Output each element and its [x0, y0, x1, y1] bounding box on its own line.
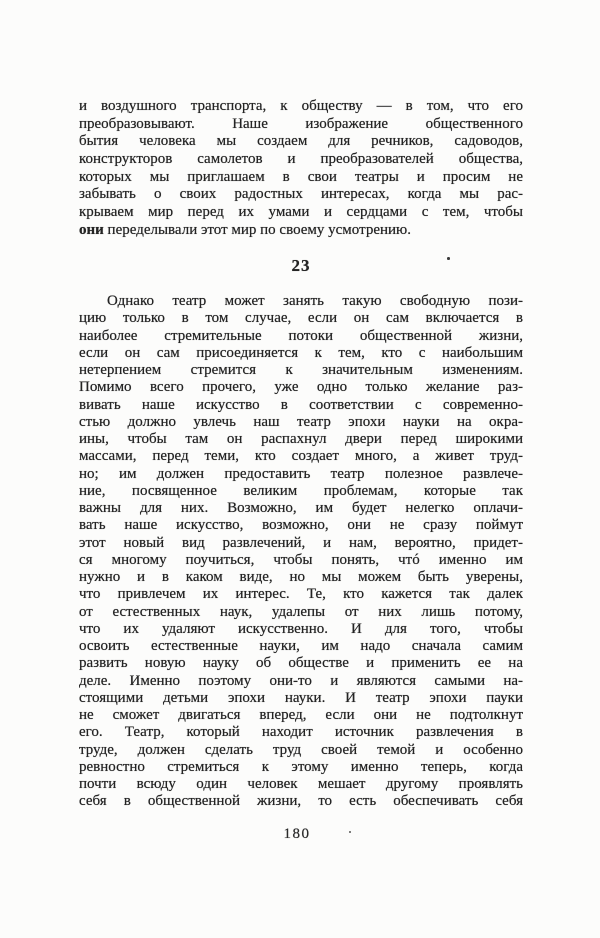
text-line: себя в общественной жизни, то есть обеспечивать себя — [79, 793, 523, 810]
text-line: деле. Именно поэтому они-то и являются самыми на- — [79, 672, 523, 689]
text-line: Помимо всего прочего, уже одно только желание раз- — [79, 379, 523, 396]
text-line: нужно и в каком виде, но мы можем быть уверены, — [79, 569, 523, 585]
ink-speck — [447, 257, 450, 260]
text-line: развить новую науку об обществе и применить ее на — [79, 655, 523, 672]
text-line: наиболее стремительные потоки общественной жизни, — [79, 327, 523, 344]
text-line: не сможет двигаться вперед, если они не подтолкнут — [79, 707, 523, 723]
text-line: освоить естественные науки, им надо сначала самим — [79, 638, 523, 654]
text-line: этот новый вид развлечений, и нам, вероятно, придет- — [79, 534, 523, 551]
text-line: стоящими детьми эпохи науки. И театр эпохи пауки — [79, 689, 523, 706]
text-line: ревностно стремиться к этому именно теперь, когда — [79, 758, 523, 775]
text-line: цию только в том случае, если он сам включается в — [79, 310, 523, 327]
text-line: ние, посвященное великим проблемам, которые так — [79, 482, 523, 499]
text-line: ины, чтобы там он распахнул двери перед широкими — [79, 431, 523, 447]
text-line: Однако театр может занять такую свободную пози- — [107, 293, 523, 309]
text-line: вать наше искусство, возможно, они не сразу поймут — [79, 517, 523, 534]
text-line: крываем мир перед их умами и сердцами с тем, чтобы — [79, 204, 523, 221]
text-line: что их удаляют искусственно. И для того, чтобы — [79, 620, 523, 637]
ink-speck — [349, 831, 351, 833]
text-line: которых мы приглашаем в свои театры и просим не — [79, 168, 523, 185]
text-line: нетерпением стремится к значительным изменениям. — [79, 362, 523, 378]
paragraph-continuation — [79, 98, 523, 240]
text-line: если он сам присоединяется к тем, кто с наибольшим — [79, 344, 523, 361]
text-line: почти всюду один человек мешает другому проявлять — [79, 776, 523, 792]
text-line: вивать наше искусство в соответствии с современно- — [79, 396, 523, 413]
text-line: конструкторов самолетов и преобразователей общества, — [79, 151, 523, 168]
text-line: бытия человека мы создаем для речников, садоводов, — [79, 133, 523, 150]
paragraph-section-23 — [79, 293, 523, 811]
section-number-heading: 23 — [291, 256, 311, 275]
text-line: ся многому поучиться, чтобы понять, чтó именно им — [79, 551, 523, 568]
page-number: 180 — [283, 826, 311, 842]
text-line: от естественных наук, удалепы от них лишь потому, — [79, 603, 523, 620]
text-line: что привлечем их интерес. Те, кто кажется так далек — [79, 586, 523, 603]
text-line: и воздушного транспорта, к обществу — в том, что его — [79, 98, 523, 114]
text-line: преобразовывают. Наше изображение общественного — [79, 115, 523, 132]
text-line: они переделывали этот мир по своему усмотрению. — [79, 221, 412, 238]
text-line: но; им должен предоставить театр полезное развлече- — [79, 465, 523, 482]
text-line: труде, должен сделать труд своей темой и особенно — [79, 741, 523, 758]
text-line: массами, перед теми, кто создает много, а живет труд- — [79, 448, 523, 465]
text-line: забывать о своих радостных интересах, когда мы рас- — [79, 186, 523, 203]
text-line: его. Театр, который находит источник развлечения в — [79, 724, 523, 741]
text-line: стью должно увлечь наш театр эпохи науки на окра- — [79, 413, 523, 430]
text-line: важны для них. Возможно, им будет нелегко оплачи- — [79, 500, 523, 516]
